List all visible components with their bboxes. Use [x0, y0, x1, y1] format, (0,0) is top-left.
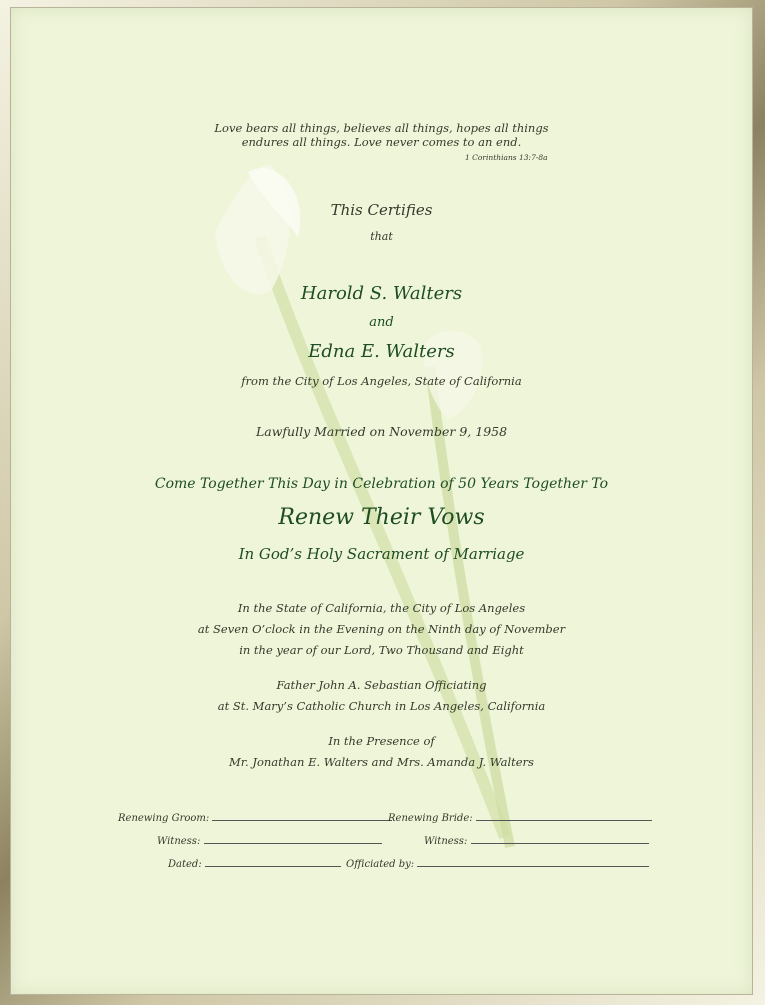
married-date: Lawfully Married on November 9, 1958 [255, 424, 508, 439]
sacrament-line: In God’s Holy Sacrament of Marriage [238, 545, 525, 563]
dated-label: Dated: [168, 859, 202, 870]
witness-2-field[interactable] [471, 833, 649, 844]
witness-1-field[interactable] [204, 833, 382, 844]
celebration-intro: Come Together This Day in Celebration of 50 Years Together To [154, 476, 609, 492]
bride-signature-field[interactable] [476, 810, 652, 821]
details-line-3: in the year of our Lord, Two Thousand and Eight [239, 643, 524, 657]
couple-origin: from the City of Los Angeles, State of California [241, 374, 522, 388]
officiated-label: Officiated by: [346, 859, 415, 870]
that-word: that [370, 230, 393, 243]
certifies-heading: This Certifies [330, 201, 433, 219]
renew-vows-title: Renew Their Vows [278, 505, 485, 530]
officiated-field[interactable] [417, 856, 649, 867]
details-line-1: In the State of California, the City of Los Angeles [237, 601, 526, 615]
groom-name: Harold S. Walters [300, 283, 463, 304]
bride-name: Edna E. Walters [308, 341, 455, 362]
verse-citation: 1 Corinthians 13:7-8a [465, 153, 548, 162]
bride-signature-row [388, 810, 652, 824]
details-line-2: at Seven O’clock in the Evening on the Ninth day of November [197, 622, 566, 636]
groom-signature-row [118, 810, 392, 824]
witness-2-row [424, 833, 649, 847]
witness-2-label: Witness: [424, 836, 468, 847]
witness-1-row [157, 833, 382, 847]
verse-line-2: endures all things. Love never comes to an end. [241, 135, 522, 149]
dated-field[interactable] [205, 856, 341, 867]
presence-line-1: In the Presence of [328, 734, 435, 748]
officiant-line-1: Father John A. Sebastian Officiating [276, 678, 487, 692]
dated-row [168, 856, 341, 870]
officiant-line-2: at St. Mary’s Catholic Church in Los Angeles, California [217, 699, 546, 713]
officiated-row [346, 856, 649, 870]
and-word: and [369, 315, 394, 330]
groom-signature-label: Renewing Groom: [118, 813, 210, 824]
certificate-paper [10, 7, 753, 995]
presence-line-2: Mr. Jonathan E. Walters and Mrs. Amanda J. Walters [229, 755, 534, 769]
bride-signature-label: Renewing Bride: [388, 813, 473, 824]
witness-1-label: Witness: [157, 836, 201, 847]
groom-signature-field[interactable] [212, 810, 392, 821]
verse-line-1: Love bears all things, believes all things, hopes all things [214, 121, 549, 135]
